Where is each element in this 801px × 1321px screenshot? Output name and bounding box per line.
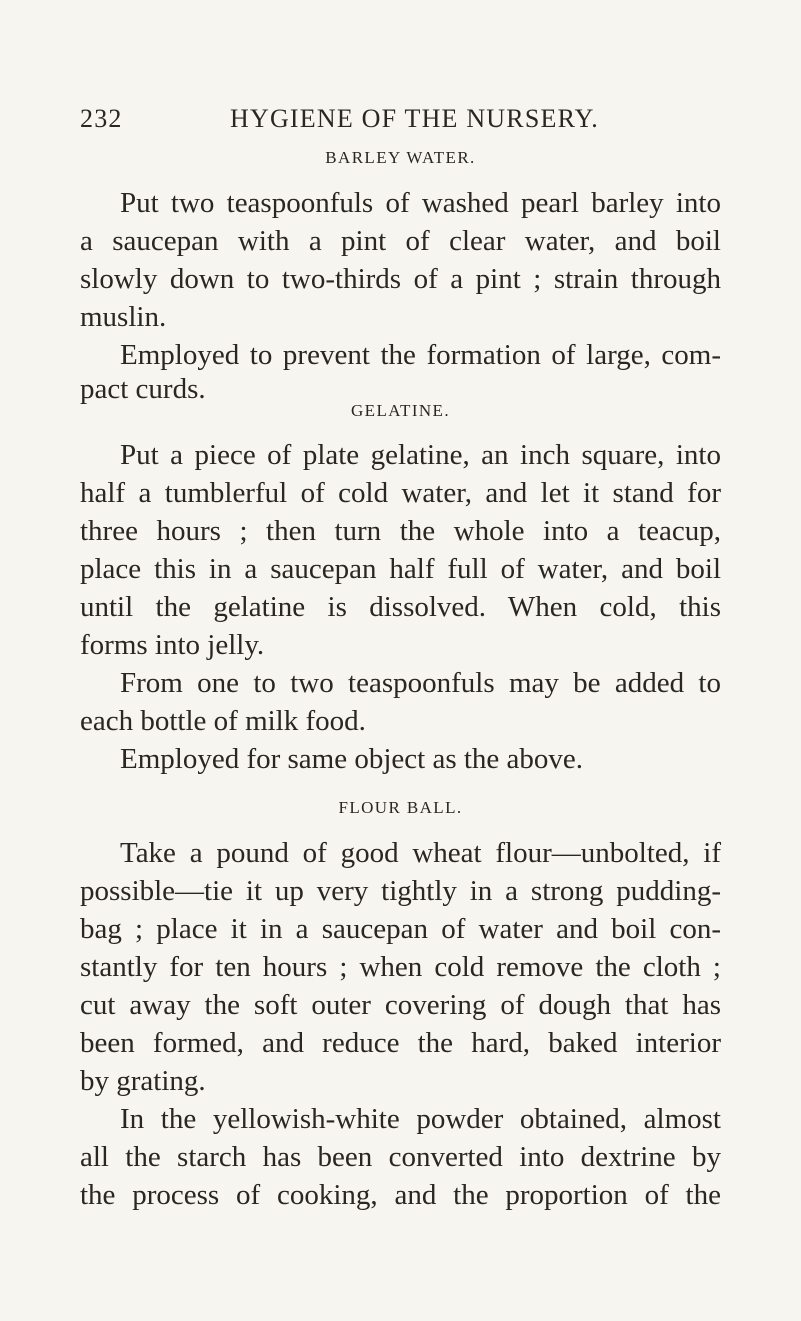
text-line: place this in a saucepan half full of water, and boil [80, 553, 721, 585]
running-title: HYGIENE OF THE NURSERY. [230, 104, 600, 133]
text-line: From one to two teaspoonfuls may be added to [120, 667, 721, 699]
section-heading-flour-ball: FLOUR BALL. [338, 798, 463, 817]
text-line: Take a pound of good wheat flour—unbolted, if [120, 837, 721, 869]
text-line: Employed to prevent the formation of large, com- [120, 339, 721, 371]
text-line: pact curds. [80, 373, 206, 405]
text-line: cut away the soft outer covering of dough that has [80, 989, 721, 1021]
text-line: been formed, and reduce the hard, baked interior [80, 1027, 721, 1059]
text-line: the process of cooking, and the proportion of the [80, 1179, 721, 1211]
text-line: bag ; place it in a saucepan of water and boil con- [80, 913, 721, 945]
section-heading-gelatine: GELATINE. [351, 401, 450, 420]
text-line: a saucepan with a pint of clear water, and boil [80, 225, 721, 257]
text-line: slowly down to two-thirds of a pint ; strain through [80, 263, 721, 295]
text-line: half a tumblerful of cold water, and let it stand for [80, 477, 721, 509]
section-heading-barley-water: BARLEY WATER. [325, 148, 476, 167]
text-line: forms into jelly. [80, 629, 265, 661]
text-line: three hours ; then turn the whole into a teacup, [80, 515, 721, 547]
text-line: until the gelatine is dissolved. When cold, this [80, 591, 721, 623]
text-line: Put two teaspoonfuls of washed pearl barley into [120, 187, 721, 219]
text-line: In the yellowish-white powder obtained, almost [120, 1103, 721, 1135]
text-line: all the starch has been converted into dextrine by [80, 1141, 721, 1173]
text-line: each bottle of milk food. [80, 705, 366, 737]
text-line: Employed for same object as the above. [120, 743, 584, 775]
page-number: 232 [80, 104, 123, 133]
text-line: by grating. [80, 1065, 206, 1097]
text-line: Put a piece of plate gelatine, an inch square, into [120, 439, 721, 471]
text-line: stantly for ten hours ; when cold remove the cloth ; [80, 951, 721, 983]
text-line: muslin. [80, 301, 167, 333]
text-line: possible—tie it up very tightly in a strong pudding- [80, 875, 721, 907]
running-head [80, 104, 720, 138]
